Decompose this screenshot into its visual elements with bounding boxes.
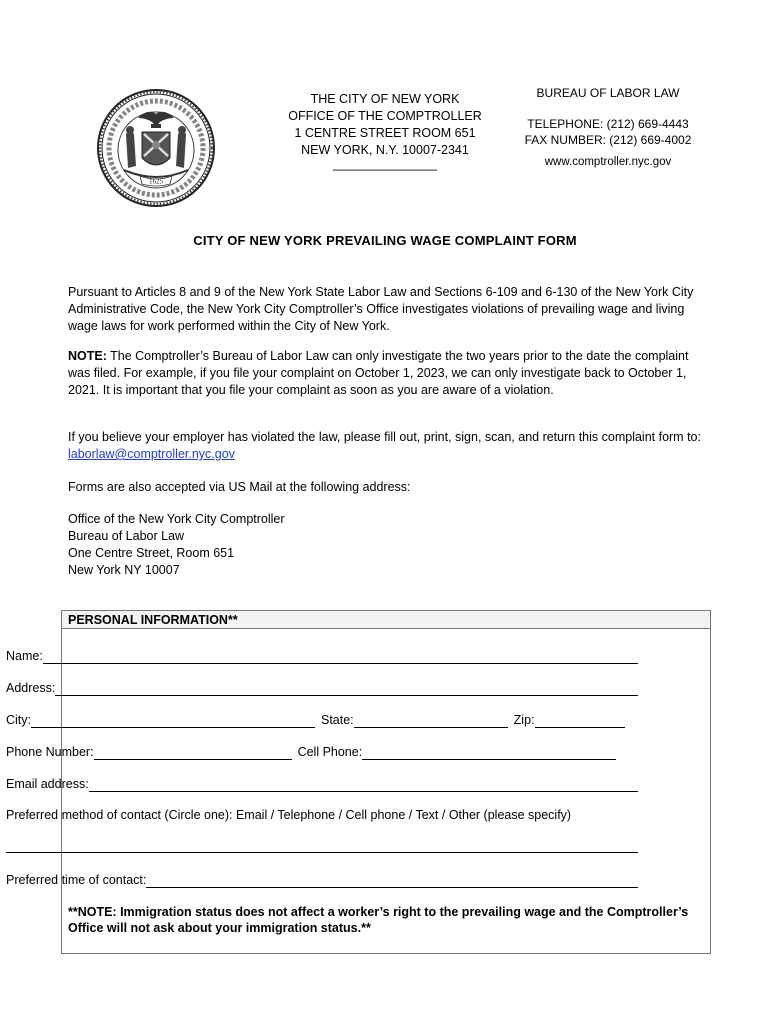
office-line-2: OFFICE OF THE COMPTROLLER [288,109,482,123]
return-email-link[interactable]: laborlaw@comptroller.nyc.gov [68,447,235,461]
nyc-seal-icon [96,88,216,208]
preferred-method-specify-field[interactable] [6,840,638,853]
state-label: State: [321,713,354,727]
mail-address-line-2: Bureau of Labor Law [68,529,185,543]
preferred-time-input-line[interactable] [146,875,638,888]
preferred-method-specify-line[interactable] [6,840,638,853]
email-field[interactable] [6,776,638,792]
immigration-note: **NOTE: Immigration status does not affect a worker’s right to the prevailing wage and the Comptroller’s Office will not ask about your immigration status.** [68,905,689,935]
cell-phone-input-line[interactable] [362,747,616,760]
seal-year: 1625 [149,177,163,186]
city-state-zip-row [6,712,638,728]
preferred-method-text[interactable]: Preferred method of contact (Circle one): Email / Telephone / Cell phone / Text / Other (please specify) [6,808,572,822]
bureau-website[interactable]: www.comptroller.nyc.gov [544,156,672,168]
email-input-line[interactable] [89,779,638,792]
preferred-time-field[interactable] [6,872,638,888]
phone-row [6,744,638,760]
address-field[interactable] [6,680,638,696]
note-paragraph [68,348,708,399]
mail-intro: Forms are also accepted via US Mail at the following address: [68,480,411,494]
name-input-line[interactable] [43,651,638,664]
bureau-fax: FAX NUMBER: (212) 669-4002 [524,133,692,147]
form-title: CITY OF NEW YORK PREVAILING WAGE COMPLAINT FORM [193,233,577,248]
address-label: Address: [6,681,56,695]
email-label: Email address: [6,777,89,791]
cell-phone-label: Cell Phone: [297,745,363,759]
note-label: NOTE: [68,349,107,363]
name-field[interactable] [6,648,638,664]
intro-paragraph: Pursuant to Articles 8 and 9 of the New York State Labor Law and Sections 6-109 and 6-130 of the New York City Administrative Code, the New York City Comptroller’s Office investigates violations of prevailing wage and living wage laws for work performed within the City of New York. [68,285,694,333]
phone-input-line[interactable] [94,747,292,760]
personal-information-header: PERSONAL INFORMATION** [62,611,710,629]
city-input-line[interactable] [31,715,315,728]
preferred-method-row [6,807,638,823]
office-line-3: 1 CENTRE STREET ROOM 651 [294,126,476,140]
return-paragraph [68,429,708,463]
office-rule: _______________ [332,157,438,171]
bureau-contact-block [510,84,706,170]
mail-address-line-1: Office of the New York City Comptroller [68,512,285,526]
phone-label: Phone Number: [6,745,94,759]
zip-label: Zip: [513,713,535,727]
bureau-title: BUREAU OF LABOR LAW [536,86,680,100]
city-label: City: [6,713,31,727]
address-input-line[interactable] [55,683,638,696]
note-text: The Comptroller’s Bureau of Labor Law can only investigate the two years prior to the date the complaint was filed. For example, if you file your complaint on October 1, 2023, we can only investigate back to October 1, 2021. It is important that you file your complaint as soon as you are aware of a violation. [68,349,689,397]
name-label: Name: [6,649,43,663]
bureau-telephone: TELEPHONE: (212) 669-4443 [527,117,689,131]
zip-input-line[interactable] [535,715,625,728]
mail-address-line-3: One Centre Street, Room 651 [68,546,235,560]
office-line-1: THE CITY OF NEW YORK [310,92,460,106]
office-line-4: NEW YORK, N.Y. 10007-2341 [301,143,469,157]
mailing-address [68,511,708,579]
return-text: If you believe your employer has violated the law, please fill out, print, sign, scan, and return this complaint form to: [68,430,701,444]
mail-address-line-4: New York NY 10007 [68,563,180,577]
preferred-time-label: Preferred time of contact: [6,873,147,887]
state-input-line[interactable] [354,715,508,728]
office-address-block [270,91,500,171]
